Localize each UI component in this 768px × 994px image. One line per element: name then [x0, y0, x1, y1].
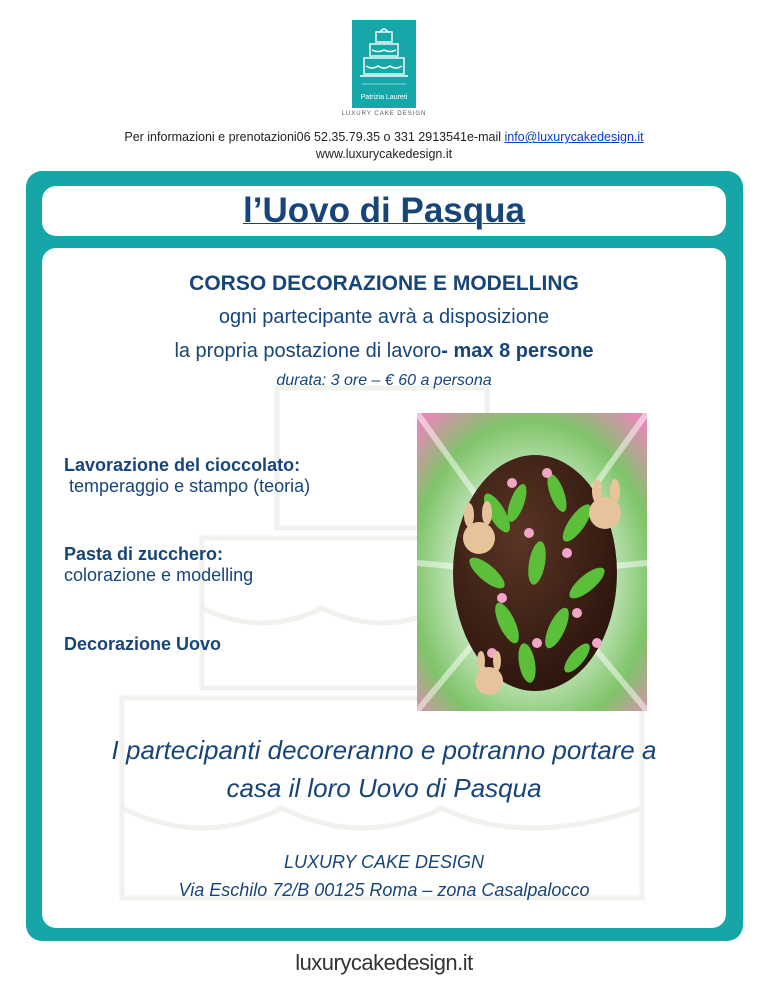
max-persons: - max 8 persone: [441, 340, 594, 362]
contact-info: [0, 129, 768, 163]
content-panel: [42, 248, 726, 928]
course-line-1: ogni partecipante avrà a disposizione: [218, 306, 550, 328]
section-sugar-paste: [64, 544, 253, 586]
course-heading: CORSO DECORAZIONE E MODELLING: [189, 272, 579, 295]
section-egg-decoration: [64, 634, 221, 655]
course-line-2-text: la propria postazione di lavoro: [174, 340, 442, 362]
logo-tagline: LUXURY CAKE DESIGN: [341, 111, 427, 117]
section-heading: Lavorazione del cioccolato:: [64, 455, 301, 475]
contact-prefix: Per informazioni e prenotazioni06 52.35.79.35 o 331 2913541e-mail: [124, 130, 505, 144]
easter-egg-photo: [417, 413, 647, 711]
course-duration: durata: 3 ore – € 60 a persona: [276, 372, 492, 389]
section-heading: Pasta di zucchero:: [64, 544, 224, 564]
company-name: LUXURY CAKE DESIGN: [283, 852, 485, 872]
page-title: l’Uovo di Pasqua: [243, 191, 525, 230]
course-line-2: [42, 340, 726, 363]
section-chocolate: [64, 455, 310, 497]
participants-quote: [62, 731, 706, 807]
title-box: [42, 186, 726, 236]
cake-icon: [352, 20, 416, 94]
website-text: www.luxurycakedesign.it: [315, 147, 453, 161]
footer-website: luxurycakedesign.it: [295, 950, 473, 975]
section-heading: Decorazione Uovo: [64, 634, 222, 654]
section-text: colorazione e modelling: [64, 565, 254, 585]
email-link[interactable]: info@luxurycakedesign.it: [504, 130, 644, 144]
quote-line-2: casa il loro Uovo di Pasqua: [226, 773, 542, 803]
address-block: [42, 848, 726, 904]
brand-logo: [352, 20, 416, 108]
logo-name: Patrizia Laureti: [360, 94, 408, 101]
quote-line-1: I partecipanti decoreranno e potranno portare a: [111, 735, 657, 765]
section-text: temperaggio e stampo (teoria): [64, 476, 311, 496]
street-address: Via Eschilo 72/B 00125 Roma – zona Casalpalocco: [178, 880, 590, 900]
